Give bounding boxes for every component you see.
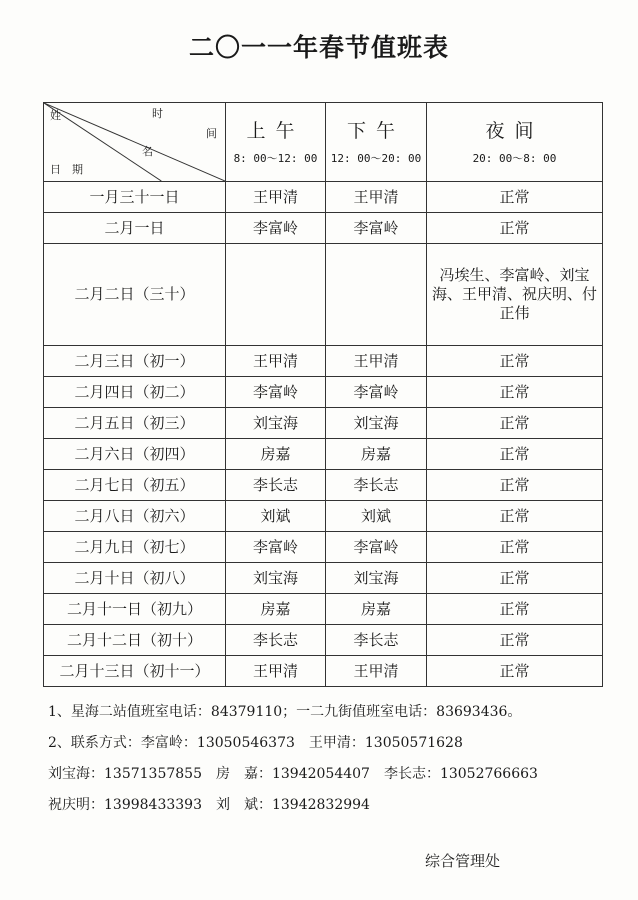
- night-cell: 正常: [427, 501, 603, 532]
- morning-cell: 刘斌: [226, 501, 326, 532]
- night-cell: 正常: [427, 625, 603, 656]
- night-cell: 正常: [427, 346, 603, 377]
- corner-label-ming: 名: [142, 145, 153, 158]
- morning-cell: 房嘉: [226, 439, 326, 470]
- night-cell: 正常: [427, 594, 603, 625]
- afternoon-cell: 王甲清: [326, 182, 427, 213]
- night-cell: 正常: [427, 408, 603, 439]
- table-row: [44, 563, 603, 594]
- date-cell: 二月十一日（初九）: [44, 594, 226, 625]
- corner-label-date: 日 期: [50, 163, 83, 176]
- afternoon-cell: 刘斌: [326, 501, 427, 532]
- notes-section: [48, 697, 618, 821]
- morning-label: 上午: [246, 120, 305, 143]
- afternoon-cell: [326, 244, 427, 346]
- table-row: [44, 594, 603, 625]
- table-row: [44, 656, 603, 687]
- table-row: [44, 501, 603, 532]
- table-row: [44, 439, 603, 470]
- night-time: 20: 00～8: 00: [472, 152, 557, 165]
- afternoon-cell: 李富岭: [326, 377, 427, 408]
- night-cell: 正常: [427, 656, 603, 687]
- morning-cell: 李长志: [226, 625, 326, 656]
- night-cell: 正常: [427, 377, 603, 408]
- table-row: [44, 182, 603, 213]
- night-cell: 正常: [427, 470, 603, 501]
- afternoon-cell: 刘宝海: [326, 563, 427, 594]
- date-cell: 二月九日（初七）: [44, 532, 226, 563]
- night-cell: 正常: [427, 563, 603, 594]
- night-cell: 正常: [427, 213, 603, 244]
- afternoon-time: 12: 00～20: 00: [330, 152, 422, 165]
- header-night: [427, 103, 603, 182]
- night-cell: 正常: [427, 532, 603, 563]
- afternoon-cell: 王甲清: [326, 656, 427, 687]
- afternoon-cell: 房嘉: [326, 439, 427, 470]
- night-label: 夜间: [485, 120, 544, 143]
- night-cell: 正常: [427, 182, 603, 213]
- header-corner-cell: [44, 103, 226, 182]
- morning-cell: 房嘉: [226, 594, 326, 625]
- table-row: [44, 244, 603, 346]
- afternoon-cell: 王甲清: [326, 346, 427, 377]
- page-title: 二〇一一年春节值班表: [188, 33, 449, 62]
- date-cell: 二月十三日（初十一）: [44, 656, 226, 687]
- signature: 综合管理处: [425, 852, 501, 870]
- corner-label-time2: 间: [206, 127, 217, 140]
- table-row: [44, 213, 603, 244]
- date-cell: 二月八日（初六）: [44, 501, 226, 532]
- date-cell: 二月二日（三十）: [44, 244, 226, 346]
- morning-cell: 李富岭: [226, 532, 326, 563]
- note-contact-line-2: 刘宝海：13571357855 房 嘉：13942054407 李长志：13052766663: [48, 766, 538, 782]
- date-cell: 二月十日（初八）: [44, 563, 226, 594]
- date-cell: 二月六日（初四）: [44, 439, 226, 470]
- table-row: [44, 625, 603, 656]
- date-cell: 二月一日: [44, 213, 226, 244]
- header-row: [44, 103, 603, 182]
- table-row: [44, 408, 603, 439]
- morning-cell: 王甲清: [226, 182, 326, 213]
- morning-cell: 刘宝海: [226, 408, 326, 439]
- afternoon-cell: 李长志: [326, 470, 427, 501]
- table-row: [44, 532, 603, 563]
- afternoon-label: 下午: [346, 120, 405, 143]
- table-row: [44, 346, 603, 377]
- night-cell: 冯埃生、李富岭、刘宝海、王甲清、祝庆明、付正伟: [427, 244, 603, 346]
- afternoon-cell: 房嘉: [326, 594, 427, 625]
- date-cell: 一月三十一日: [44, 182, 226, 213]
- date-cell: 二月十二日（初十）: [44, 625, 226, 656]
- morning-time: 8: 00～12: 00: [233, 152, 318, 165]
- header-morning: [226, 103, 326, 182]
- morning-cell: 刘宝海: [226, 563, 326, 594]
- morning-cell: 王甲清: [226, 346, 326, 377]
- morning-cell: 王甲清: [226, 656, 326, 687]
- table-row: [44, 377, 603, 408]
- afternoon-cell: 李富岭: [326, 213, 427, 244]
- header-afternoon: [326, 103, 427, 182]
- morning-cell: 李长志: [226, 470, 326, 501]
- afternoon-cell: 李长志: [326, 625, 427, 656]
- note-contact-line-3: 祝庆明：13998433393 刘 斌：13942832994: [48, 797, 370, 813]
- note-contact-line-1: 2、联系方式：李富岭：13050546373 王甲清：13050571628: [48, 735, 463, 751]
- afternoon-cell: 李富岭: [326, 532, 427, 563]
- date-cell: 二月七日（初五）: [44, 470, 226, 501]
- table-row: [44, 470, 603, 501]
- night-cell: 正常: [427, 439, 603, 470]
- corner-label-time1: 时: [152, 107, 163, 120]
- note-phone-line: 1、星海二站值班室电话：84379110；一二九街值班室电话：83693436。: [48, 704, 522, 720]
- afternoon-cell: 刘宝海: [326, 408, 427, 439]
- date-cell: 二月五日（初三）: [44, 408, 226, 439]
- morning-cell: 李富岭: [226, 377, 326, 408]
- corner-label-name: 姓: [50, 109, 61, 122]
- morning-cell: 李富岭: [226, 213, 326, 244]
- morning-cell: [226, 244, 326, 346]
- duty-table: [43, 102, 603, 687]
- date-cell: 二月四日（初二）: [44, 377, 226, 408]
- date-cell: 二月三日（初一）: [44, 346, 226, 377]
